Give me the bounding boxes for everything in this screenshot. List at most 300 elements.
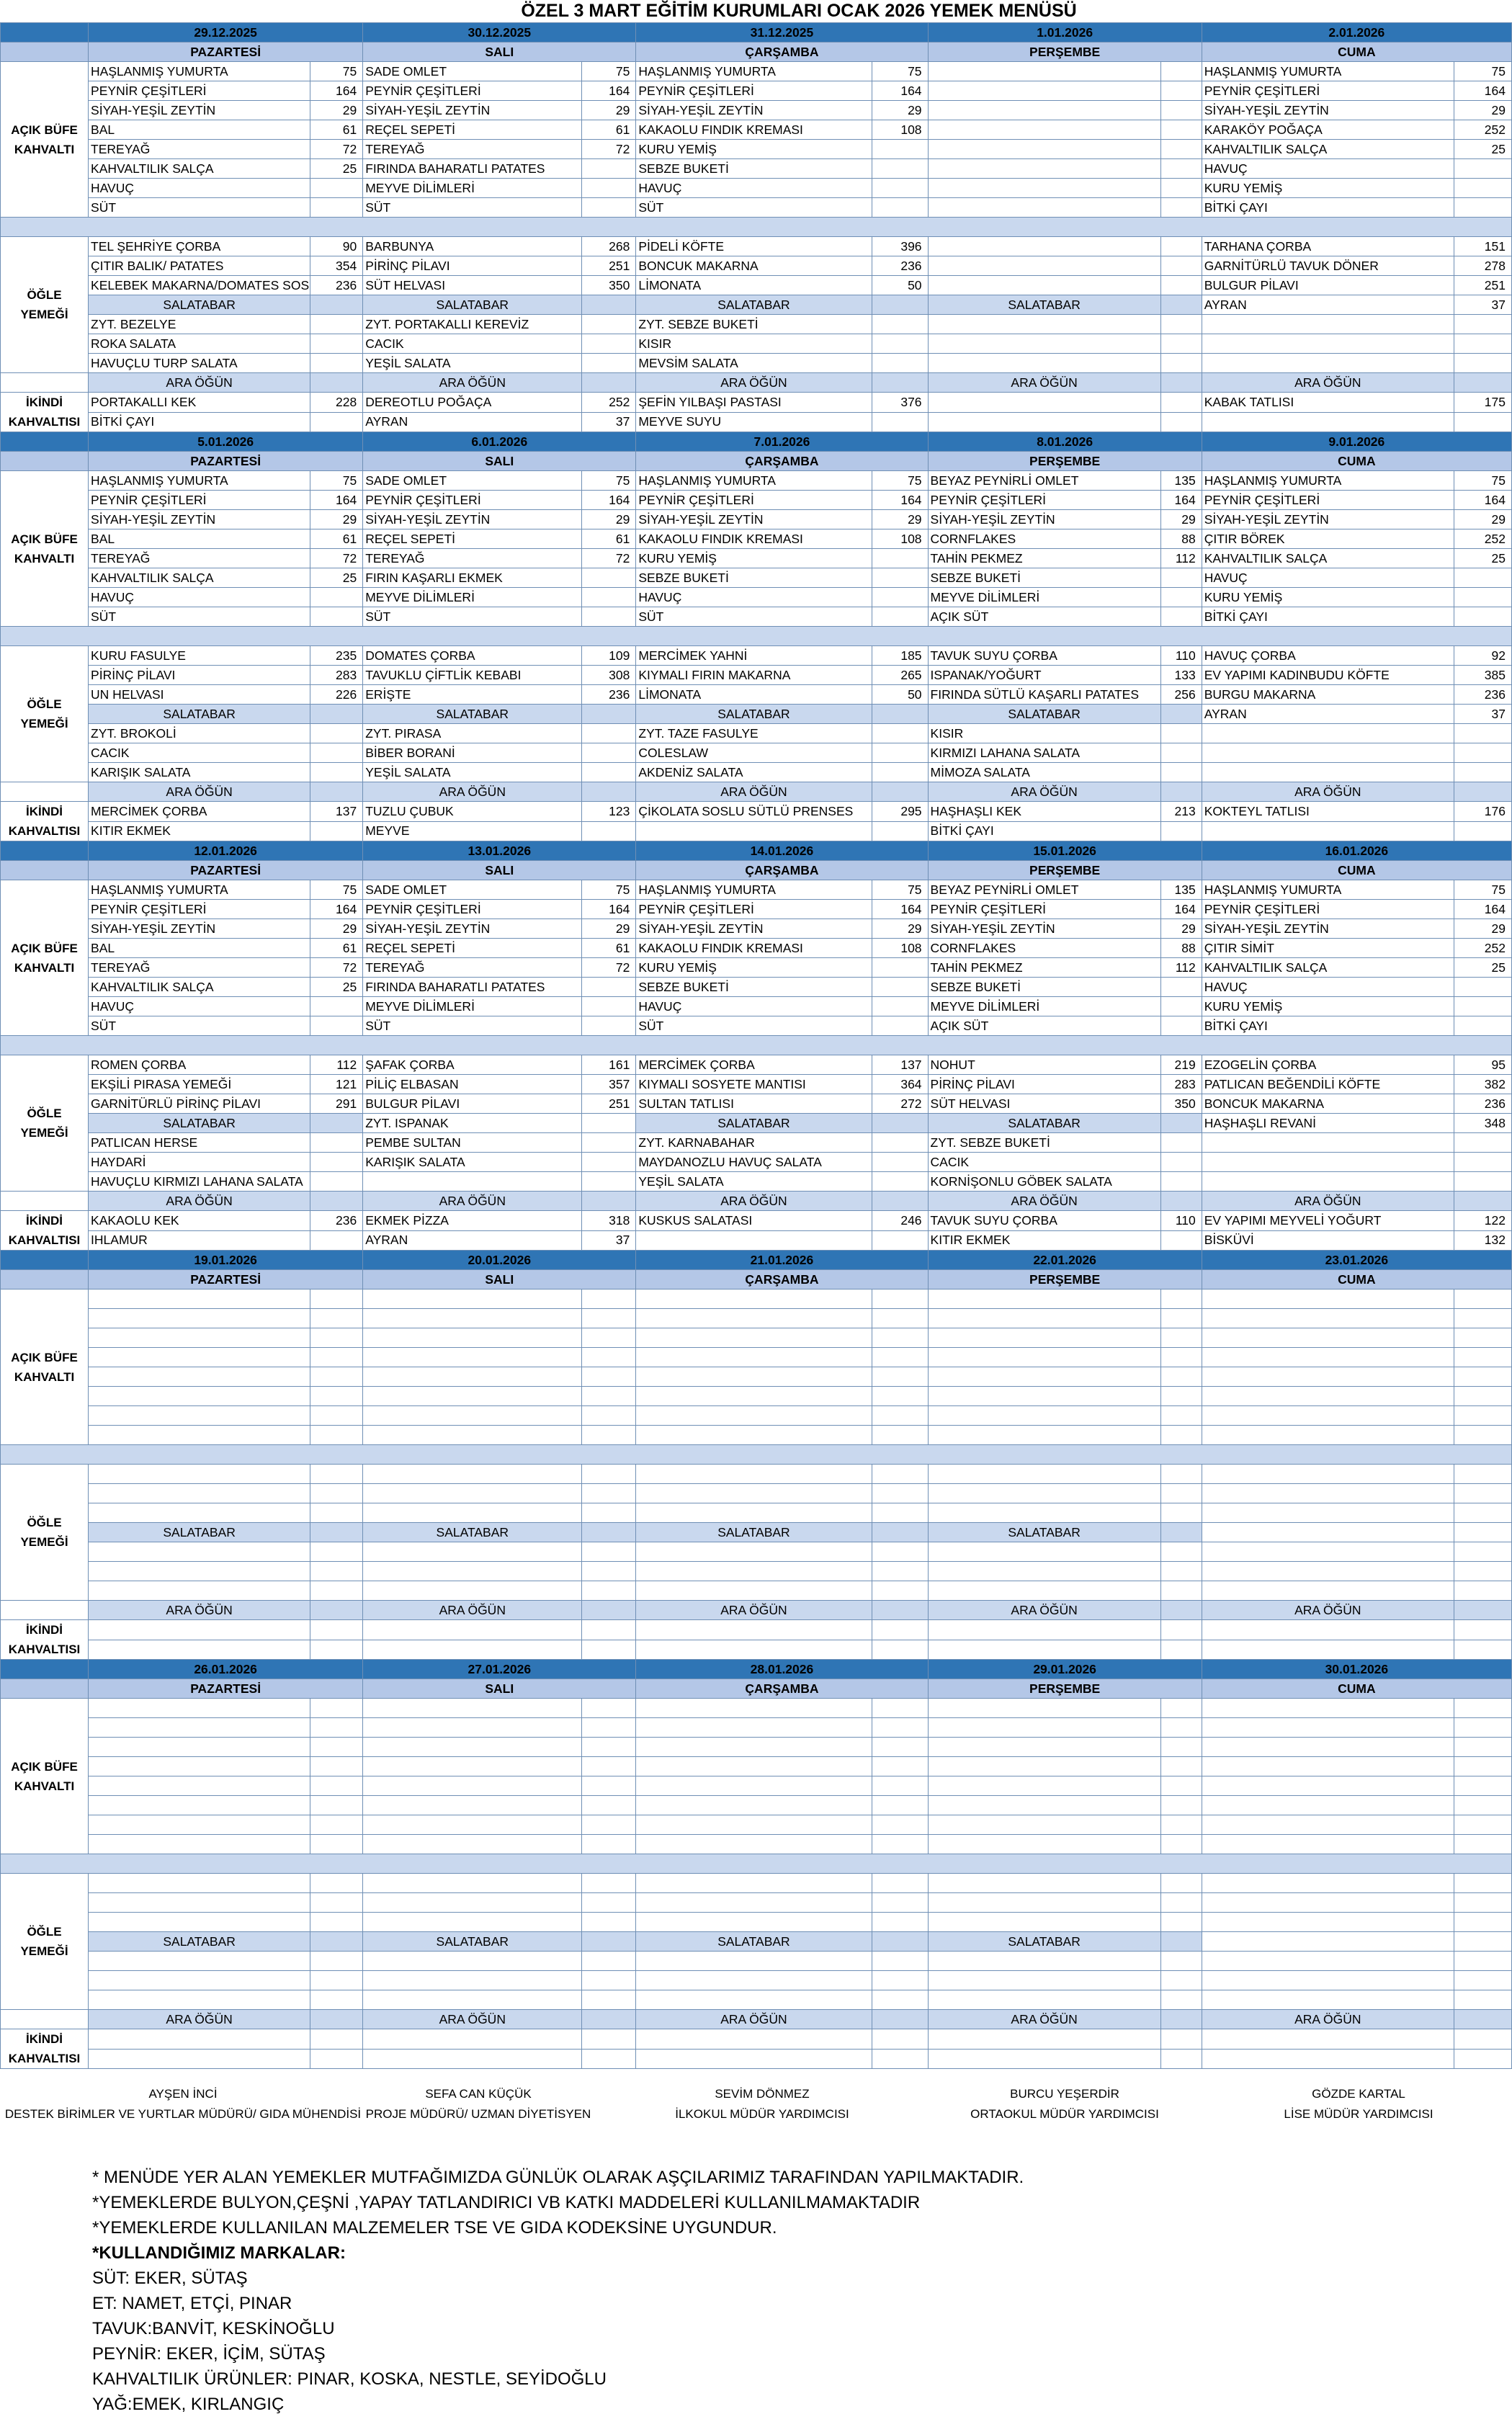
calorie-cell (1454, 1990, 1511, 2010)
menu-row (1, 393, 1512, 413)
calorie-cell (1454, 588, 1511, 607)
calorie-cell: 268 (582, 237, 636, 256)
calorie-cell: 29 (1160, 510, 1202, 529)
date-cell: 13.01.2026 (363, 841, 636, 861)
weekday-cell: SALI (363, 861, 636, 880)
food-item (636, 1815, 872, 1835)
menu-row (1, 1503, 1512, 1523)
food-item (928, 81, 1160, 101)
food-item (1202, 1523, 1454, 1542)
food-item: SİYAH-YEŞİL ZEYTİN (363, 510, 582, 529)
calorie-cell (872, 1016, 928, 1036)
calorie-cell (1160, 1290, 1202, 1309)
calorie-cell (872, 724, 928, 743)
food-item (1202, 743, 1454, 763)
calorie-cell (872, 1484, 928, 1503)
calorie-cell: 75 (1454, 880, 1511, 900)
calorie-cell (582, 1328, 636, 1348)
note-line: *YEMEKLERDE KULLANILAN MALZEMELER TSE VE GIDA KODEKSİNE UYGUNDUR. (92, 2218, 777, 2238)
calorie-cell (310, 1738, 363, 1757)
date-cell: 5.01.2026 (89, 432, 363, 452)
food-item: KAHVALTILIK SALÇA (1202, 549, 1454, 568)
menu-row (1, 685, 1512, 705)
food-item: BİBER BORANİ (363, 743, 582, 763)
section-header-spacer (1160, 2010, 1202, 2029)
calorie-cell (1160, 1893, 1202, 1913)
section-header-spacer (1160, 373, 1202, 393)
food-item: MEYVE DİLİMLERİ (363, 588, 582, 607)
section-header-cell: ARA ÖĞÜN (89, 782, 310, 802)
calorie-cell (1160, 412, 1202, 432)
calorie-cell: 29 (582, 510, 636, 529)
calorie-cell (310, 1796, 363, 1815)
food-item: ZYT. SEBZE BUKETİ (928, 1133, 1160, 1153)
food-item (89, 1328, 310, 1348)
calorie-cell: 37 (582, 1230, 636, 1251)
section-header-cell: SALATABAR (636, 705, 872, 724)
food-item: LİMONATA (636, 276, 872, 295)
section-header-cell: ARA ÖĞÜN (363, 1192, 582, 1211)
section-header-cell: SALATABAR (89, 705, 310, 724)
signature-name: SEFA CAN KÜÇÜK (425, 2087, 532, 2101)
food-item: FIRINDA BAHARATLI PATATES (363, 978, 582, 997)
food-item (363, 2029, 582, 2050)
calorie-cell (1160, 1465, 1202, 1484)
calorie-cell (582, 568, 636, 588)
section-header-cell: SALATABAR (928, 705, 1160, 724)
date-cell: 6.01.2026 (363, 432, 636, 452)
calorie-cell (872, 1290, 928, 1309)
section-header-cell: ARA ÖĞÜN (928, 1192, 1160, 1211)
menu-row (1, 958, 1512, 978)
menu-row (1, 81, 1512, 101)
brand-line: SÜT: EKER, SÜTAŞ (92, 2269, 248, 2288)
food-item: MEYVE DİLİMLERİ (928, 588, 1160, 607)
calorie-cell (1454, 1133, 1511, 1153)
calorie-cell: 318 (582, 1211, 636, 1231)
calorie-cell (310, 1699, 363, 1718)
calorie-cell (872, 1776, 928, 1796)
calorie-cell (310, 1893, 363, 1913)
food-item: SİYAH-YEŞİL ZEYTİN (89, 510, 310, 529)
calorie-cell (1454, 1952, 1511, 1971)
calorie-cell: 75 (310, 62, 363, 81)
weekday-cell: PERŞEMBE (928, 861, 1202, 880)
calorie-cell: 29 (310, 101, 363, 120)
menu-row (1, 763, 1512, 782)
food-item: MEYVE DİLİMLERİ (363, 997, 582, 1016)
weekday-cell: PERŞEMBE (928, 452, 1202, 471)
food-item (1202, 1387, 1454, 1406)
calorie-cell: 122 (1454, 1211, 1511, 1231)
calorie-cell (872, 1114, 928, 1133)
calorie-cell: 265 (872, 666, 928, 685)
section-header-cell: SALATABAR (363, 705, 582, 724)
calorie-cell (1160, 62, 1202, 81)
calorie-cell: 121 (310, 1075, 363, 1094)
section-header-spacer (582, 1601, 636, 1620)
section-header-spacer (1160, 1192, 1202, 1211)
calorie-cell: 164 (1160, 491, 1202, 510)
menu-row (1, 724, 1512, 743)
calorie-cell (310, 198, 363, 218)
food-item (363, 1699, 582, 1718)
menu-row (1, 295, 1512, 315)
food-item (1202, 1367, 1454, 1387)
food-item (89, 1815, 310, 1835)
calorie-cell (872, 1387, 928, 1406)
weekday-cell: ÇARŞAMBA (636, 452, 928, 471)
food-item: BİSKÜVİ (1202, 1230, 1454, 1251)
food-item (1202, 1815, 1454, 1835)
calorie-cell (1454, 1367, 1511, 1387)
calorie-cell: 90 (310, 237, 363, 256)
calorie-cell: 236 (1454, 1094, 1511, 1114)
food-item: ÇITIR SİMİT (1202, 939, 1454, 958)
menu-row (1, 1328, 1512, 1348)
week-date-row (1, 841, 1512, 861)
calorie-cell (310, 1874, 363, 1893)
food-item (636, 1387, 872, 1406)
calorie-cell (872, 1230, 928, 1251)
food-item (1202, 315, 1454, 334)
food-item: ŞEFİN YILBAŞI PASTASI (636, 393, 872, 413)
section-header-spacer (872, 2010, 928, 2029)
calorie-cell (310, 1952, 363, 1971)
food-item (1202, 412, 1454, 432)
food-item (928, 354, 1160, 373)
food-item: MERCİMEK YAHNİ (636, 646, 872, 666)
calorie-cell (582, 1406, 636, 1426)
calorie-cell (1160, 256, 1202, 276)
food-item: TAVUK SUYU ÇORBA (928, 1211, 1160, 1231)
calorie-cell (1160, 1114, 1202, 1133)
calorie-cell: 256 (1160, 685, 1202, 705)
food-item (928, 159, 1160, 179)
calorie-cell (582, 1484, 636, 1503)
food-item: YEŞİL SALATA (363, 763, 582, 782)
weekday-cell: PAZARTESİ (89, 861, 363, 880)
section-header-spacer (582, 2010, 636, 2029)
calorie-cell (1160, 1757, 1202, 1776)
food-item (1202, 1581, 1454, 1601)
food-item (363, 1874, 582, 1893)
food-item: ÇITIR BÖREK (1202, 529, 1454, 549)
menu-row (1, 276, 1512, 295)
food-item (1202, 1172, 1454, 1192)
calorie-cell (1160, 978, 1202, 997)
calorie-cell (310, 2049, 363, 2069)
menu-row (1, 607, 1512, 627)
signature-name: AYŞEN İNCİ (148, 2087, 218, 2101)
food-item: HAVUÇ (1202, 159, 1454, 179)
food-item (363, 1309, 582, 1328)
section-header-cell: SALATABAR (636, 1932, 872, 1952)
brand-line: TAVUK:BANVİT, KESKİNOĞLU (92, 2319, 335, 2338)
food-item (89, 1406, 310, 1426)
corner-cell (1, 841, 89, 861)
food-item (363, 1581, 582, 1601)
food-item (928, 1426, 1160, 1445)
food-item (928, 276, 1160, 295)
calorie-cell (310, 1290, 363, 1309)
food-item (636, 821, 872, 841)
food-item: UN HELVASI (89, 685, 310, 705)
meal-label: AÇIK BÜFE KAHVALTI (1, 62, 89, 218)
food-item (363, 1815, 582, 1835)
calorie-cell (310, 1990, 363, 2010)
food-item (636, 1328, 872, 1348)
calorie-cell: 75 (1454, 471, 1511, 491)
food-item (1202, 821, 1454, 841)
calorie-cell (310, 1406, 363, 1426)
calorie-cell: 219 (1160, 1055, 1202, 1075)
section-header-cell: SALATABAR (89, 1523, 310, 1542)
calorie-cell (1160, 1230, 1202, 1251)
calorie-cell (1160, 1172, 1202, 1192)
food-item: PEYNİR ÇEŞİTLERİ (928, 900, 1160, 919)
menu-row (1, 1172, 1512, 1192)
food-item (636, 1738, 872, 1757)
food-item: AYRAN (363, 412, 582, 432)
food-item: PEYNİR ÇEŞİTLERİ (1202, 81, 1454, 101)
food-item: PEYNİR ÇEŞİTLERİ (89, 900, 310, 919)
food-item: KAKAOLU FINDIK KREMASI (636, 120, 872, 140)
food-item: CACIK (928, 1153, 1160, 1172)
calorie-cell: 236 (582, 685, 636, 705)
food-item: ZYT. KARNABAHAR (636, 1133, 872, 1153)
food-item: SÜT (636, 198, 872, 218)
food-item (89, 1484, 310, 1503)
calorie-cell (1160, 1016, 1202, 1036)
calorie-cell: 61 (582, 939, 636, 958)
calorie-cell: 72 (310, 140, 363, 159)
food-item: YEŞİL SALATA (636, 1172, 872, 1192)
calorie-cell (1454, 1699, 1511, 1718)
calorie-cell (310, 1835, 363, 1854)
calorie-cell: 161 (582, 1055, 636, 1075)
calorie-cell: 75 (582, 471, 636, 491)
food-item (1202, 1465, 1454, 1484)
food-item: HAVUÇ (636, 588, 872, 607)
calorie-cell (1160, 159, 1202, 179)
calorie-cell: 135 (1160, 471, 1202, 491)
section-header-spacer (1160, 1601, 1202, 1620)
signature-role: DESTEK BİRİMLER VE YURTLAR MÜDÜRÜ/ GIDA MÜHENDİSİ (4, 2107, 362, 2121)
menu-row (1, 997, 1512, 1016)
food-item (89, 1990, 310, 2010)
calorie-cell: 72 (582, 549, 636, 568)
food-item: KISIR (636, 334, 872, 354)
calorie-cell (1160, 1952, 1202, 1971)
calorie-cell (1160, 1776, 1202, 1796)
food-item (1202, 763, 1454, 782)
calorie-cell: 137 (872, 1055, 928, 1075)
menu-row (1, 101, 1512, 120)
calorie-cell (872, 179, 928, 198)
calorie-cell (582, 1503, 636, 1523)
calorie-cell (1454, 1503, 1511, 1523)
calorie-cell (872, 997, 928, 1016)
food-item (1202, 1835, 1454, 1854)
calorie-cell: 95 (1454, 1055, 1511, 1075)
food-item: SÜT HELVASI (928, 1094, 1160, 1114)
food-item (363, 1971, 582, 1990)
date-cell: 30.12.2025 (363, 23, 636, 43)
food-item: REÇEL SEPETİ (363, 939, 582, 958)
food-item (1202, 1913, 1454, 1932)
food-item (636, 2049, 872, 2069)
calorie-cell: 123 (582, 802, 636, 822)
corner-cell (1, 1679, 89, 1699)
calorie-cell (1160, 1640, 1202, 1660)
food-item: KAHVALTILIK SALÇA (89, 159, 310, 179)
calorie-cell: 37 (1454, 705, 1511, 724)
corner-cell (1, 1251, 89, 1270)
food-item: COLESLAW (636, 743, 872, 763)
food-item (89, 1367, 310, 1387)
calorie-cell (1454, 1465, 1511, 1484)
calorie-cell: 75 (872, 880, 928, 900)
food-item (1202, 1562, 1454, 1581)
calorie-cell (872, 1542, 928, 1562)
weekday-cell: PERŞEMBE (928, 43, 1202, 62)
menu-row (1, 939, 1512, 958)
food-item (1202, 1718, 1454, 1738)
weekday-cell: PERŞEMBE (928, 1270, 1202, 1290)
calorie-cell (1160, 1153, 1202, 1172)
calorie-cell (1454, 179, 1511, 198)
calorie-cell: 37 (582, 412, 636, 432)
section-header-spacer (1160, 782, 1202, 802)
calorie-cell: 108 (872, 120, 928, 140)
calorie-cell (310, 1542, 363, 1562)
food-item: SİYAH-YEŞİL ZEYTİN (1202, 101, 1454, 120)
food-item: KURU YEMİŞ (636, 140, 872, 159)
food-item (363, 2049, 582, 2069)
food-item (89, 1699, 310, 1718)
calorie-cell: 357 (582, 1075, 636, 1094)
weekday-cell: CUMA (1202, 452, 1511, 471)
food-item (89, 1290, 310, 1309)
menu-row (1, 1387, 1512, 1406)
calorie-cell (1160, 1815, 1202, 1835)
meal-label: AÇIK BÜFE KAHVALTI (1, 1290, 89, 1445)
calorie-cell (1454, 1932, 1511, 1952)
weekday-cell: CUMA (1202, 1270, 1511, 1290)
calorie-cell: 283 (1160, 1075, 1202, 1094)
calorie-cell (582, 1153, 636, 1172)
calorie-cell (872, 1640, 928, 1660)
calorie-cell (310, 588, 363, 607)
calorie-cell (872, 2049, 928, 2069)
calorie-cell: 132 (1454, 1230, 1511, 1251)
food-item: AYRAN (363, 1230, 582, 1251)
date-cell: 15.01.2026 (928, 841, 1202, 861)
calorie-cell (1454, 1620, 1511, 1640)
date-cell: 14.01.2026 (636, 841, 928, 861)
calorie-cell (1160, 179, 1202, 198)
menu-row (1, 1075, 1512, 1094)
calorie-cell (582, 1367, 636, 1387)
calorie-cell (872, 607, 928, 627)
calorie-cell (310, 1348, 363, 1367)
calorie-cell (872, 1699, 928, 1718)
food-item: MAYDANOZLU HAVUÇ SALATA (636, 1153, 872, 1172)
calorie-cell: 72 (582, 140, 636, 159)
weekday-cell: CUMA (1202, 43, 1511, 62)
calorie-cell (582, 1952, 636, 1971)
menu-row (1, 880, 1512, 900)
menu-row (1, 1016, 1512, 1036)
food-item: KIYMALI SOSYETE MANTISI (636, 1075, 872, 1094)
calorie-cell (1454, 1309, 1511, 1328)
calorie-cell (1454, 1387, 1511, 1406)
food-item: PATLICAN BEĞENDİLİ KÖFTE (1202, 1075, 1454, 1094)
calorie-cell (872, 1562, 928, 1581)
section-header-row (1, 1601, 1512, 1620)
food-item (928, 1290, 1160, 1309)
food-item: SÜT (89, 607, 310, 627)
calorie-cell (1160, 1367, 1202, 1387)
calorie-cell (582, 1718, 636, 1738)
signature-name: SEVİM DÖNMEZ (715, 2087, 810, 2101)
weekday-cell: ÇARŞAMBA (636, 1679, 928, 1699)
calorie-cell (1454, 1542, 1511, 1562)
section-header-cell: SALATABAR (928, 1523, 1160, 1542)
food-item (363, 1913, 582, 1932)
section-header-cell: ARA ÖĞÜN (636, 1601, 872, 1620)
calorie-cell (582, 1426, 636, 1445)
calorie-cell: 61 (582, 529, 636, 549)
menu-row (1, 1718, 1512, 1738)
food-item: SADE OMLET (363, 62, 582, 81)
section-header-spacer (582, 782, 636, 802)
menu-row (1, 412, 1512, 432)
menu-row (1, 159, 1512, 179)
food-item: TUZLU ÇUBUK (363, 802, 582, 822)
section-header-row (1, 1192, 1512, 1211)
calorie-cell (1454, 1640, 1511, 1660)
weekday-cell: PAZARTESİ (89, 1679, 363, 1699)
menu-row (1, 471, 1512, 491)
calorie-cell (872, 1503, 928, 1523)
food-item (89, 2029, 310, 2050)
date-cell: 8.01.2026 (928, 432, 1202, 452)
calorie-cell (1160, 354, 1202, 373)
weekday-cell: PAZARTESİ (89, 1270, 363, 1290)
food-item (1202, 1426, 1454, 1445)
calorie-cell (1160, 1542, 1202, 1562)
food-item (636, 1581, 872, 1601)
calorie-cell (310, 1503, 363, 1523)
food-item (89, 1542, 310, 1562)
food-item (636, 1484, 872, 1503)
food-item (363, 1348, 582, 1367)
food-item: SULTAN TATLISI (636, 1094, 872, 1114)
calorie-cell (310, 295, 363, 315)
food-item (636, 1874, 872, 1893)
calorie-cell (582, 334, 636, 354)
food-item: KAHVALTILIK SALÇA (89, 978, 310, 997)
separator-cell (1, 1036, 1512, 1055)
calorie-cell: 29 (1160, 919, 1202, 939)
food-item: CACIK (89, 743, 310, 763)
food-item: MEYVE DİLİMLERİ (928, 997, 1160, 1016)
calorie-cell (1160, 705, 1202, 724)
food-item (928, 1893, 1160, 1913)
calorie-cell: 164 (582, 491, 636, 510)
